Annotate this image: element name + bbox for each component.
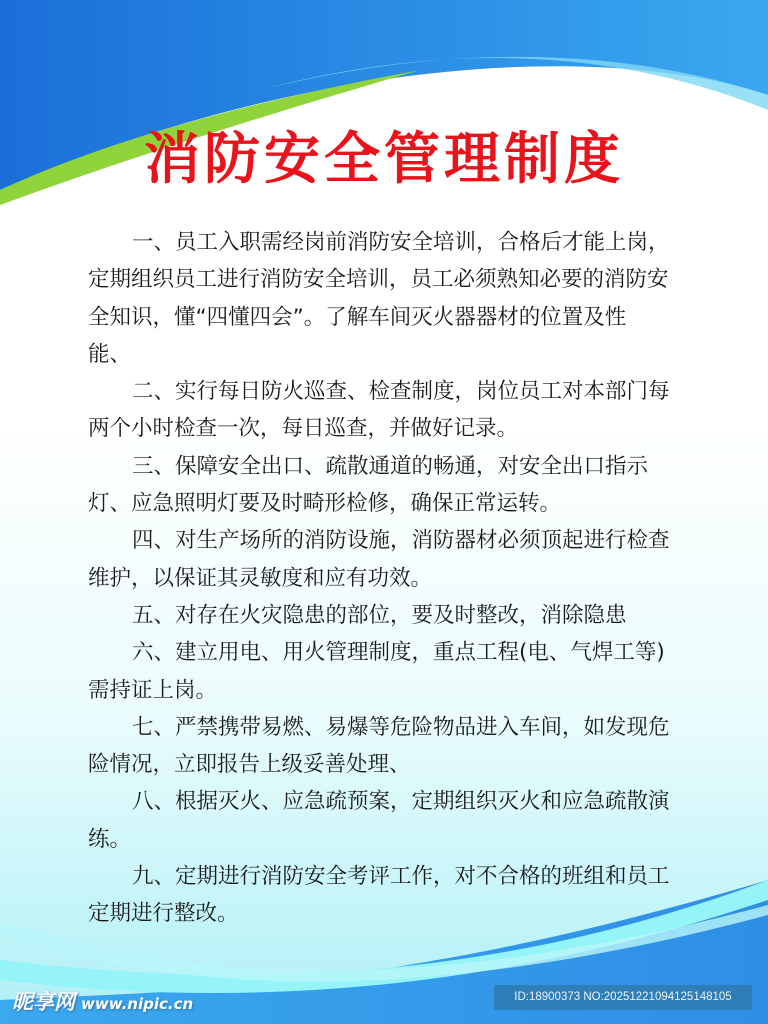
rule-line: 五、对存在火灾隐患的部位，要及时整改，消除隐患 — [132, 602, 627, 628]
watermark-brand: 昵享网 — [12, 990, 75, 1014]
rule-line: 定期组织员工进行消防安全培训，员工必须熟知必要的消防安 — [88, 267, 669, 293]
rule-line: 九、定期进行消防安全考评工作，对不合格的班组和员工 — [132, 864, 670, 890]
rule-line: 练。 — [88, 826, 132, 852]
rule-line: 灯、应急照明灯要及时畸形检修，确保正常运转。 — [88, 491, 562, 517]
rule-paragraph — [88, 522, 688, 597]
rule-line: 二、实行每日防火巡查、检查制度，岗位员工对本部门每 — [132, 379, 670, 405]
image-id-label: ID:18900373 NO:20251221094125148105 — [494, 985, 752, 1010]
rule-line: 需持证上岗。 — [88, 677, 218, 703]
rule-paragraph — [88, 709, 688, 784]
rule-line: 三、保障安全出口、疏散通道的畅通，对安全出口指示 — [132, 453, 649, 479]
rule-line: 六、建立用电、用火管理制度，重点工程(电、气焊工等) — [132, 640, 665, 666]
rule-paragraph — [88, 858, 688, 933]
watermark-url: www.nipic.cn — [81, 995, 194, 1013]
rule-line: 两个小时检查一次，每日巡查，并做好记录。 — [88, 416, 519, 442]
rule-paragraph — [88, 373, 688, 448]
rule-line: 能、 — [88, 341, 132, 367]
rule-line: 全知识，懂“四懂四会”。了解车间灭火器器材的位置及性 — [88, 304, 627, 330]
watermark-logo — [12, 986, 193, 1016]
rule-line: 险情况，立即报告上级妥善处理、 — [88, 752, 411, 778]
rule-paragraph — [88, 634, 688, 709]
page-title: 消防安全管理制度 — [144, 127, 624, 192]
rules-body — [88, 224, 688, 933]
rule-line: 四、对生产场所的消防设施，消防器材必须顶起进行检查 — [132, 528, 670, 554]
rule-paragraph — [88, 597, 688, 634]
rule-line: 八、根据灭火、应急疏预案，定期组织灭火和应急疏散演 — [132, 789, 670, 815]
rule-paragraph — [88, 783, 688, 858]
rule-paragraph — [88, 224, 688, 373]
rule-line: 一、员工入职需经岗前消防安全培训，合格后才能上岗， — [132, 230, 670, 255]
rule-paragraph — [88, 448, 688, 523]
rule-line: 七、严禁携带易燃、易爆等危险物品进入车间，如发现危 — [132, 714, 670, 740]
rule-line: 维护，以保证其灵敏度和应有功效。 — [88, 565, 433, 591]
rule-line: 定期进行整改。 — [88, 901, 239, 927]
